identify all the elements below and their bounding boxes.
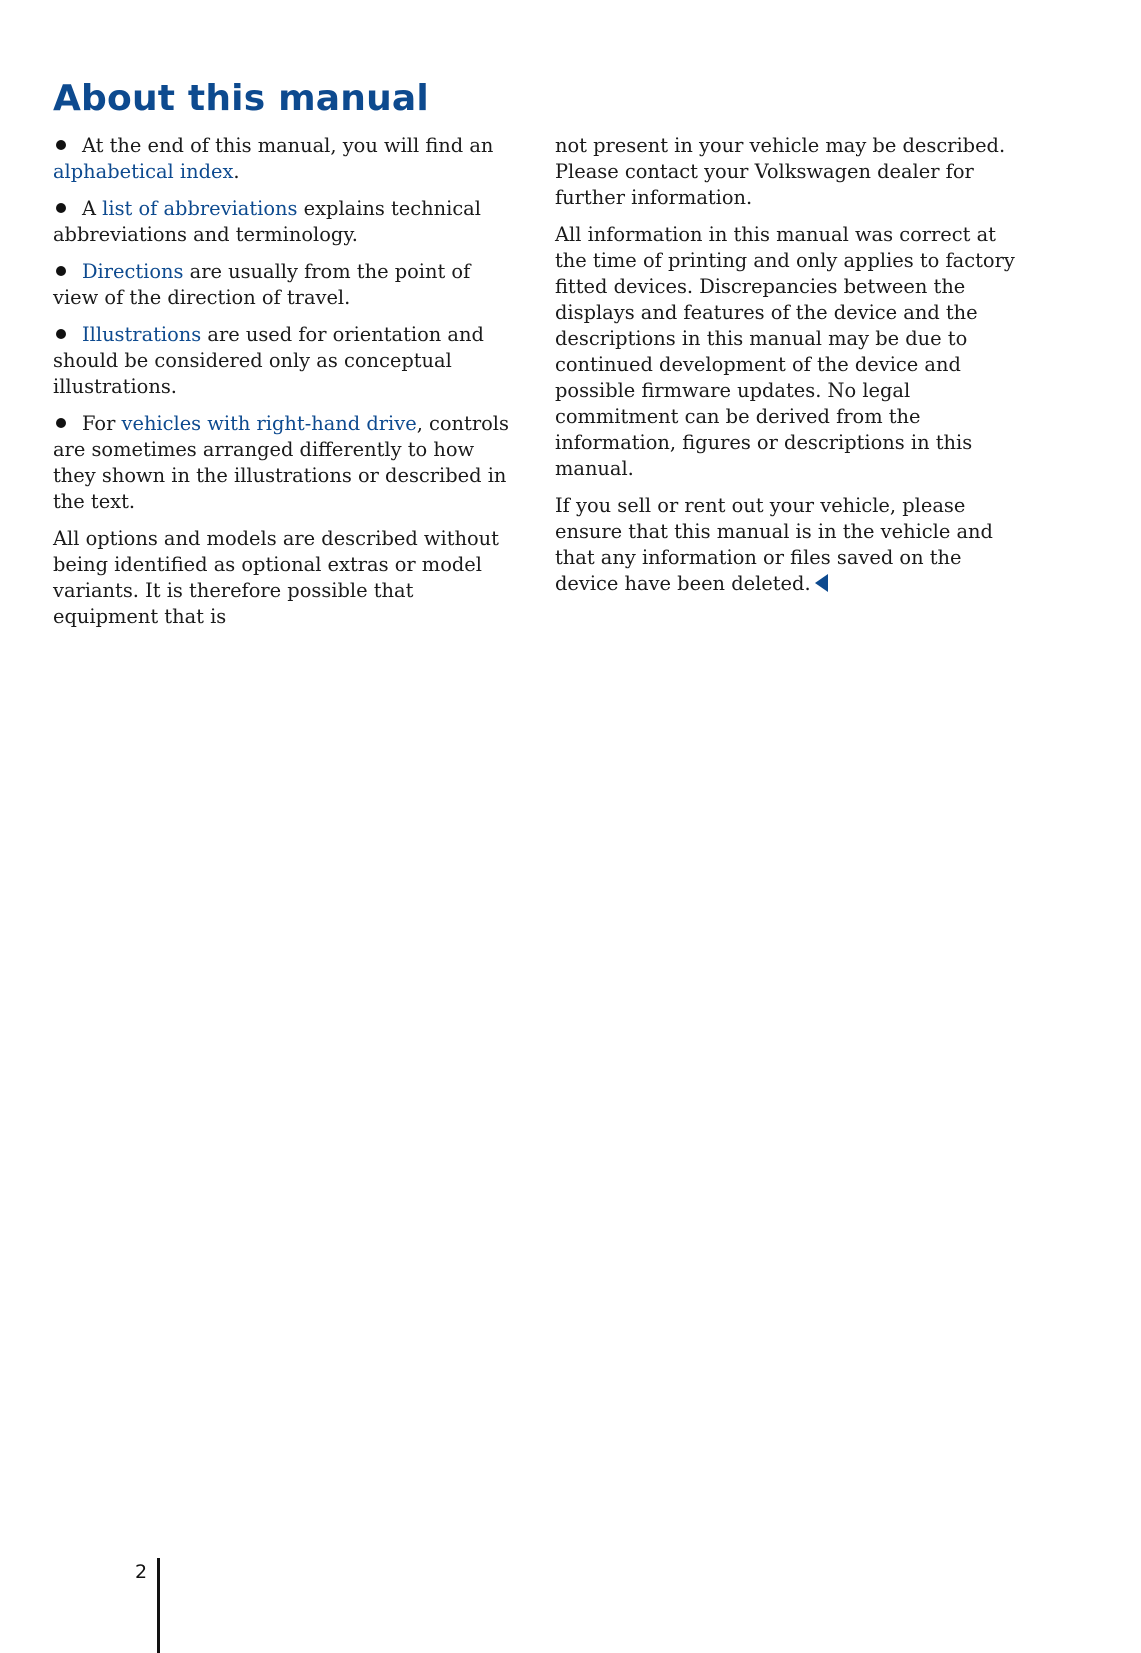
body-paragraph-last — [555, 493, 1020, 597]
bullet-text: , controls are sometimes arranged differently to how they shown in the illustrations or described in the text. — [53, 412, 509, 513]
section-end-triangle-icon — [815, 574, 828, 592]
bullet-icon — [56, 203, 66, 213]
link-list-of-abbreviations[interactable]: list of abbreviations — [102, 197, 298, 220]
right-column — [555, 133, 1020, 608]
body-text: If you sell or rent out your vehicle, please ensure that this manual is in the vehicle and that any information or files saved on the device have been deleted. — [555, 494, 993, 595]
bullet-item — [53, 322, 515, 400]
page-margin-rule — [157, 1558, 160, 1653]
bullet-text: For — [82, 412, 122, 435]
link-right-hand-drive[interactable]: vehicles with right-hand drive — [121, 412, 417, 435]
body-paragraph: All information in this manual was correct at the time of printing and only applies to factory fitted devices. Discrepancies between the displays and features of the device and the descriptions in this manual may be due to continued development of the device and possible firmware updates. No legal commitment can be derived from the information, figures or descriptions in this manual. — [555, 223, 1015, 480]
bullet-icon — [56, 418, 66, 428]
body-paragraph: not present in your vehicle may be described. Please contact your Volkswagen dealer for further information. — [555, 134, 1006, 209]
bullet-text: . — [233, 160, 240, 183]
bullet-icon — [56, 329, 66, 339]
bullet-icon — [56, 266, 66, 276]
bullet-text: At the end of this manual, you will find an — [82, 134, 494, 157]
bullet-text: explains technical abbreviations and terminology. — [53, 197, 481, 246]
left-column — [53, 133, 515, 641]
bullet-text: are usually from the point of view of the direction of travel. — [53, 260, 471, 309]
bullet-item — [53, 133, 515, 185]
body-paragraph: All options and models are described without being identified as optional extras or model variants. It is therefore possible that equipment that is — [53, 527, 499, 628]
bullet-item — [53, 259, 515, 311]
bullet-text: A — [82, 197, 103, 220]
bullet-item — [53, 196, 515, 248]
link-illustrations[interactable]: Illustrations — [82, 323, 202, 346]
bullet-icon — [56, 140, 66, 150]
bullet-text: are used for orientation and should be considered only as conceptual illustrations. — [53, 323, 484, 398]
page-number: 2 — [135, 1561, 148, 1583]
link-directions[interactable]: Directions — [82, 260, 184, 283]
page-title: About this manual — [53, 78, 429, 119]
bullet-item — [53, 411, 515, 515]
link-alphabetical-index[interactable]: alphabetical index — [53, 160, 234, 183]
